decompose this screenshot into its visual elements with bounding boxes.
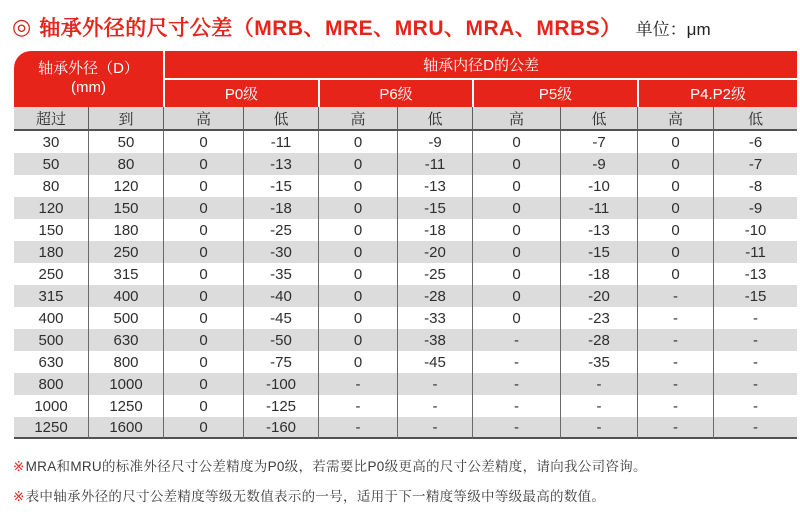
table-cell: - [637, 351, 713, 373]
table-cell: - [472, 351, 560, 373]
table-cell: -15 [713, 285, 797, 307]
table-cell: - [713, 373, 797, 395]
header-row-groups [14, 51, 797, 80]
table-cell: 250 [88, 241, 163, 263]
table-cell: 1250 [88, 395, 163, 417]
table-cell: -38 [397, 329, 472, 351]
table-cell: -7 [560, 131, 637, 153]
table-cell: 315 [88, 263, 163, 285]
table-cell: -40 [243, 285, 318, 307]
table-cell: 30 [14, 131, 88, 153]
table-cell: 180 [14, 241, 88, 263]
table-cell: - [472, 373, 560, 395]
table-cell: 150 [14, 219, 88, 241]
table-cell: -11 [243, 131, 318, 153]
table-cell: 0 [163, 373, 243, 395]
table-cell: 0 [472, 307, 560, 329]
table-cell: -13 [713, 263, 797, 285]
p5-high-label: 高 [472, 107, 560, 131]
table-cell: 0 [163, 417, 243, 439]
table-cell: 500 [88, 307, 163, 329]
table-cell: - [560, 373, 637, 395]
table-cell: 120 [14, 197, 88, 219]
table-cell: -35 [243, 263, 318, 285]
table-cell: 0 [163, 263, 243, 285]
table-cell: -15 [560, 241, 637, 263]
table-row [14, 373, 797, 395]
table-cell: - [713, 307, 797, 329]
table-cell: -25 [243, 219, 318, 241]
grade-header-p0: P0级 [163, 80, 318, 107]
page-title: 轴承外径的尺寸公差（MRB、MRE、MRU、MRA、MRBS） [39, 17, 622, 40]
table-cell: 0 [163, 175, 243, 197]
table-cell: -10 [560, 175, 637, 197]
table-cell: 0 [163, 329, 243, 351]
table-cell: 1000 [88, 373, 163, 395]
table-row [14, 285, 797, 307]
footnote-2-text: 表中轴承外径的尺寸公差精度等级无数值表示的一号，适用于下一精度等级中等级最高的数值。 [25, 489, 606, 504]
table-cell: 0 [163, 131, 243, 153]
table-cell: -45 [243, 307, 318, 329]
table-cell: - [397, 395, 472, 417]
table-cell: 315 [14, 285, 88, 307]
table-cell: - [318, 417, 397, 439]
p4p2-high-label: 高 [637, 107, 713, 131]
outer-diameter-header [14, 51, 163, 107]
table-cell: - [637, 329, 713, 351]
table-cell: -15 [243, 175, 318, 197]
table-cell: 0 [472, 197, 560, 219]
table-cell: -23 [560, 307, 637, 329]
table-cell: - [713, 395, 797, 417]
table-cell: - [318, 395, 397, 417]
table-cell: - [713, 329, 797, 351]
reference-mark-icon: ※ [13, 459, 25, 474]
table-cell: - [472, 417, 560, 439]
table-cell: -11 [560, 197, 637, 219]
table-cell: - [560, 395, 637, 417]
table-cell: -75 [243, 351, 318, 373]
table-row [14, 351, 797, 373]
footnote-1 [13, 455, 800, 475]
table-row [14, 241, 797, 263]
table-cell: -10 [713, 219, 797, 241]
inner-tolerance-header: 轴承内径D的公差 [163, 51, 797, 80]
table-cell: 400 [14, 307, 88, 329]
table-cell: 0 [163, 395, 243, 417]
table-cell: -13 [243, 153, 318, 175]
table-cell: 0 [318, 175, 397, 197]
table-cell: -28 [397, 285, 472, 307]
table-cell: -13 [397, 175, 472, 197]
table-cell: -13 [560, 219, 637, 241]
table-cell: 0 [472, 241, 560, 263]
table-cell: 0 [163, 285, 243, 307]
table-cell: -30 [243, 241, 318, 263]
table-cell: 0 [472, 285, 560, 307]
table-cell: -18 [397, 219, 472, 241]
table-cell: 180 [88, 219, 163, 241]
table-cell: -15 [397, 197, 472, 219]
table-cell: -9 [397, 131, 472, 153]
outer-diameter-header-line1: 轴承外径（D） [38, 60, 139, 78]
table-cell: - [637, 417, 713, 439]
reference-mark-icon: ※ [13, 489, 25, 504]
table-cell: 0 [163, 307, 243, 329]
table-cell: 0 [637, 175, 713, 197]
footnotes [13, 455, 800, 505]
table-header [14, 51, 797, 131]
table-cell: - [637, 285, 713, 307]
table-cell: 400 [88, 285, 163, 307]
table-cell: -28 [560, 329, 637, 351]
table-cell: 0 [318, 131, 397, 153]
table-cell: 1250 [14, 417, 88, 439]
table-cell: 0 [318, 329, 397, 351]
table-cell: 0 [163, 153, 243, 175]
table-cell: -35 [560, 351, 637, 373]
footnote-1-text: MRA和MRU的标准外径尺寸公差精度为P0级，若需要比P0级更高的尺寸公差精度，请向我公司咨询。 [25, 459, 647, 474]
table-cell: - [318, 373, 397, 395]
table-cell: - [713, 351, 797, 373]
table-cell: -125 [243, 395, 318, 417]
table-cell: 0 [318, 307, 397, 329]
table-cell: -8 [713, 175, 797, 197]
table-cell: 50 [88, 131, 163, 153]
table-cell: -18 [243, 197, 318, 219]
footnote-2 [13, 485, 800, 505]
table-cell: 0 [637, 263, 713, 285]
table-row [14, 175, 797, 197]
table-cell: 0 [163, 241, 243, 263]
p0-high-label: 高 [163, 107, 243, 131]
table-cell: - [560, 417, 637, 439]
table-cell: -9 [713, 197, 797, 219]
table-cell: -50 [243, 329, 318, 351]
table-cell: 0 [318, 351, 397, 373]
table-cell: -11 [397, 153, 472, 175]
table-row [14, 219, 797, 241]
table-row [14, 307, 797, 329]
table-cell: 0 [163, 351, 243, 373]
table-cell: 0 [472, 131, 560, 153]
table-cell: -160 [243, 417, 318, 439]
table-row [14, 329, 797, 351]
table-cell: - [713, 417, 797, 439]
table-cell: 0 [472, 263, 560, 285]
table-cell: -45 [397, 351, 472, 373]
table-cell: 0 [637, 197, 713, 219]
table-cell: 800 [88, 351, 163, 373]
table-cell: 0 [318, 285, 397, 307]
table-cell: 0 [318, 219, 397, 241]
table-cell: -11 [713, 241, 797, 263]
p0-low-label: 低 [243, 107, 318, 131]
table-cell: -18 [560, 263, 637, 285]
double-circle-bullet-icon: ◎ [12, 14, 32, 39]
to-label: 到 [88, 107, 163, 131]
table-cell: 250 [14, 263, 88, 285]
p6-high-label: 高 [318, 107, 397, 131]
table-row [14, 197, 797, 219]
table-cell: -100 [243, 373, 318, 395]
table-cell: 80 [14, 175, 88, 197]
table-cell: -33 [397, 307, 472, 329]
table-cell: - [637, 307, 713, 329]
table-cell: 0 [318, 241, 397, 263]
table-cell: 0 [472, 219, 560, 241]
table-cell: 0 [637, 219, 713, 241]
table-cell: 0 [318, 153, 397, 175]
table-cell: 0 [318, 197, 397, 219]
table-row [14, 417, 797, 439]
tolerance-table [14, 51, 797, 439]
table-cell: - [472, 329, 560, 351]
table-cell: 120 [88, 175, 163, 197]
unit-label: 单位：μm [635, 19, 711, 39]
grade-header-p6: P6级 [318, 80, 472, 107]
table-cell: 0 [163, 197, 243, 219]
table-cell: - [397, 417, 472, 439]
table-cell: 0 [163, 219, 243, 241]
table-row [14, 131, 797, 153]
grade-header-p4p2: P4.P2级 [637, 80, 797, 107]
table-cell: 630 [14, 351, 88, 373]
table-cell: 50 [14, 153, 88, 175]
table-body [14, 131, 797, 439]
table-cell: -6 [713, 131, 797, 153]
table-cell: - [637, 395, 713, 417]
table-cell: -25 [397, 263, 472, 285]
table-cell: 150 [88, 197, 163, 219]
p6-low-label: 低 [397, 107, 472, 131]
table-cell: 80 [88, 153, 163, 175]
table-cell: 630 [88, 329, 163, 351]
table-cell: -20 [397, 241, 472, 263]
table-cell: - [637, 373, 713, 395]
table-cell: -20 [560, 285, 637, 307]
table-cell: 0 [472, 153, 560, 175]
p4p2-low-label: 低 [713, 107, 797, 131]
over-label: 超过 [14, 107, 88, 131]
p5-low-label: 低 [560, 107, 637, 131]
outer-diameter-header-line2: (mm) [71, 79, 106, 96]
table-cell: 800 [14, 373, 88, 395]
table-cell: 0 [318, 263, 397, 285]
table-cell: 1600 [88, 417, 163, 439]
table-cell: -7 [713, 153, 797, 175]
table-cell: -9 [560, 153, 637, 175]
table-cell: 0 [472, 175, 560, 197]
table-row [14, 153, 797, 175]
table-cell: - [472, 395, 560, 417]
table-cell: 0 [637, 241, 713, 263]
title-bar [12, 12, 800, 42]
header-row-highlow [14, 107, 797, 131]
table-cell: 1000 [14, 395, 88, 417]
table-cell: 0 [637, 153, 713, 175]
table-row [14, 263, 797, 285]
catalog-page [0, 12, 800, 519]
grade-header-p5: P5级 [472, 80, 637, 107]
table-row [14, 395, 797, 417]
table-cell: 500 [14, 329, 88, 351]
table-cell: - [397, 373, 472, 395]
table-cell: 0 [637, 131, 713, 153]
